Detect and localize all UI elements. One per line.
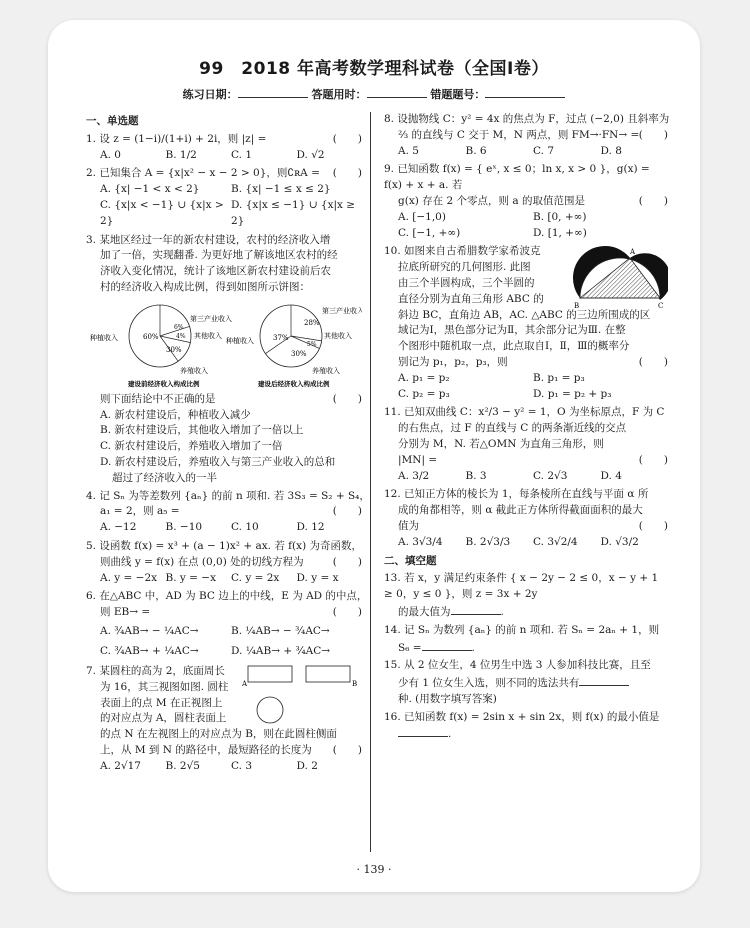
pie-before	[90, 305, 232, 388]
q10-option-b: B. p₁ = p₃	[533, 371, 585, 384]
question-13	[384, 571, 668, 620]
q10-label-c: C	[658, 302, 664, 311]
section-heading-single-choice: 一、单选题	[86, 115, 139, 127]
q16-end: .	[448, 728, 452, 741]
q14-line-2: S₆ =	[398, 641, 422, 654]
question-1	[86, 132, 362, 164]
q7-line-2: 为 16，其三视图如图. 圆柱	[100, 680, 229, 693]
q11-line-4: |MN| =	[398, 453, 438, 466]
q13-end: .	[500, 605, 504, 618]
exam-sheet	[48, 20, 700, 892]
pie-charts	[86, 298, 362, 390]
q9-option-c: C. [−1, +∞)	[398, 226, 461, 239]
q12-option-a: A. 3√3/4	[398, 535, 443, 548]
page-number: · 139 ·	[356, 863, 392, 876]
q6-option-a: A. ¾AB→ − ¼AC→	[100, 624, 199, 637]
q10-line-4: 直径分别为直角三角形 ABC 的	[398, 292, 544, 305]
q2-option-b: B. {x| −1 ≤ x ≤ 2}	[231, 183, 331, 196]
q7-label-b: B	[352, 679, 358, 688]
q10-line-3: 由三个半圆构成，三个半圆的	[398, 276, 535, 289]
q16-line-1: 16. 已知函数 f(x) = 2sin x + sin 2x，则 f(x) 的最小值是	[384, 710, 660, 723]
q4-line-1: 4. 记 Sₙ 为等差数列 {aₙ} 的前 n 项和. 若 3S₃ = S₂ + S₄，	[86, 489, 370, 502]
q8-option-b: B. 6	[465, 144, 487, 157]
wrong-numbers-label: 错题题号：	[430, 88, 486, 101]
q13-line-2: 的最大值为	[398, 605, 451, 618]
q4-option-a: A. −12	[100, 521, 137, 534]
q10-paren: ( )	[638, 355, 668, 368]
pie-after-pct-tertiary-text: 28%	[304, 318, 320, 327]
q3-ask: 则下面结论中不正确的是	[100, 392, 216, 405]
q15-line-1: 15. 从 2 位女生，4 位男生中选 3 人参加科技比赛，且至	[384, 659, 651, 672]
q6-paren: ( )	[332, 606, 362, 619]
q6-option-d: D. ¼AB→ + ¾AC→	[231, 644, 331, 657]
question-11	[384, 405, 668, 484]
q3-choice-d: D. 新农村建设后，养殖收入与第三产业收入的总和	[100, 455, 336, 468]
q4-option-b: B. −10	[165, 521, 203, 534]
pie-before-label-breeding: 养殖收入	[180, 366, 208, 375]
record-line	[48, 86, 700, 102]
q9-option-b: B. [0, +∞)	[533, 210, 587, 223]
q14-answer-blank[interactable]	[422, 639, 472, 651]
pie-before-label-planting: 种植收入	[90, 333, 118, 342]
q15-answer-blank[interactable]	[579, 674, 629, 686]
pie-before-pct-tertiary: 6%	[174, 323, 184, 331]
column-divider	[370, 112, 371, 852]
question-3	[86, 233, 362, 487]
pie-before-label-other: 其他收入	[194, 331, 222, 340]
q7-line-3: 表面上的点 M 在正视图上	[100, 696, 223, 709]
q2-option-c: C. {x|x < −1} ∪ {x|x > 2}	[100, 198, 224, 227]
pie-after-pct-planting: 37%	[273, 333, 289, 342]
q8-option-d: D. 8	[600, 144, 622, 157]
q10-label-a: A	[630, 248, 636, 257]
q9-option-a: A. [−1,0)	[398, 210, 446, 223]
q1-option-c: C. 1	[231, 148, 253, 161]
practice-date-label: 练习日期：	[182, 88, 238, 101]
q1-paren: ( )	[332, 132, 362, 145]
q5-option-c: C. y = 2x	[231, 571, 280, 584]
question-8	[384, 112, 668, 159]
q8-paren: ( )	[638, 128, 668, 141]
pie-after-label-breeding: 养殖收入	[312, 366, 340, 375]
q4-option-c: C. 10	[231, 521, 259, 534]
q10-line-7: 个图形中随机取一点，此点取自Ⅰ，Ⅱ，Ⅲ的概率分	[398, 340, 630, 353]
q12-option-d: D. √3/2	[600, 535, 639, 548]
q10-label-b: B	[574, 302, 580, 311]
q15-line-3: 种. (用数字填写答案)	[398, 692, 497, 705]
q4-paren: ( )	[332, 505, 362, 518]
q2-option-d: D. {x|x ≤ −1} ∪ {x|x ≥ 2}	[231, 198, 356, 227]
q11-line-1: 11. 已知双曲线 C：x²/3 − y² = 1，O 为坐标原点，F 为 C	[384, 406, 665, 419]
q1-option-a: A. 0	[100, 148, 121, 161]
q7-line-1: 7. 某圆柱的高为 2，底面周长	[86, 664, 225, 677]
q10-option-c: C. p₂ = p₃	[398, 387, 450, 400]
pie-after-pct-other: 5%	[307, 340, 317, 348]
q5-line-1: 5. 设函数 f(x) = x³ + (a − 1)x² + ax. 若 f(x) 为奇函数，	[86, 539, 363, 552]
q6-line-2: 则 EB→ =	[100, 606, 151, 619]
q11-option-b: B. 3	[465, 469, 487, 482]
q3-paren: ( )	[332, 392, 362, 405]
q3-choice-d-cont: 超过了经济收入的一半	[112, 471, 217, 484]
q2-option-a: A. {x| −1 < x < 2}	[100, 183, 200, 196]
q5-option-d: D. y = x	[296, 571, 339, 584]
q11-line-2: 的右焦点，过 F 的直线与 C 的两条渐近线的交点	[398, 422, 627, 435]
question-14	[384, 623, 668, 657]
q3-line-2: 加了一倍，实现翻番. 为更好地了解该地区农村的经	[100, 249, 338, 262]
pie-before-label-tertiary: 第三产业收入	[190, 314, 232, 323]
pie-after-label-other: 其他收入	[324, 331, 352, 340]
pie-before-pct-planting: 60%	[143, 332, 159, 341]
q1-option-b: B. 1/2	[165, 148, 197, 161]
q7-option-d: D. 2	[296, 759, 318, 772]
q3-line-1: 3. 某地区经过一年的新农村建设，农村的经济收入增	[86, 233, 331, 246]
q8-option-c: C. 7	[533, 144, 555, 157]
q12-option-c: C. 3√2/4	[533, 535, 578, 548]
question-4	[86, 489, 370, 536]
q13-line-1: 13. 若 x，y 满足约束条件 { x − 2y − 2 ≤ 0，x − y + 1 ≥ 0，y ≤ 0 }，则 z = 3x + 2y	[384, 572, 659, 601]
q11-paren: ( )	[638, 453, 668, 466]
q14-line-1: 14. 记 Sₙ 为数列 {aₙ} 的前 n 项和. 若 Sₙ = 2aₙ + 1，则	[384, 623, 660, 636]
q10-line-1: 10. 如图来自古希腊数学家希波克	[384, 245, 541, 258]
left-column	[86, 112, 370, 778]
q7-option-a: A. 2√17	[100, 759, 141, 772]
question-15	[384, 658, 668, 707]
section-heading-fill-in: 二、填空题	[384, 554, 437, 567]
question-6	[86, 589, 368, 661]
q9-line-2: g(x) 存在 2 个零点，则 a 的取值范围是	[398, 194, 585, 207]
q13-answer-blank[interactable]	[451, 603, 501, 615]
q4-line-2: a₁ = 2，则 a₅ =	[100, 505, 180, 518]
pie-before-pct-breeding: 30%	[166, 345, 182, 354]
q10-line-6: 域记为Ⅰ，黑色部分记为Ⅱ，其余部分记为Ⅲ. 在整	[398, 324, 626, 337]
q4-option-d: D. 12	[296, 521, 325, 534]
q14-end: .	[471, 641, 475, 654]
q2-paren: ( )	[332, 167, 362, 180]
question-12	[384, 487, 668, 550]
q6-option-b: B. ¼AB→ − ¾AC→	[231, 624, 330, 637]
q7-paren: ( )	[332, 743, 362, 756]
wrong-numbers-blank[interactable]	[485, 86, 565, 98]
question-9	[384, 162, 668, 241]
q10-line-2: 拉底所研究的几何图形. 此图	[398, 261, 531, 274]
q9-paren: ( )	[638, 194, 668, 207]
right-column	[384, 112, 668, 745]
q3-choice-c: C. 新农村建设后，养殖收入增加了一倍	[100, 440, 283, 453]
q11-line-3: 分别为 M，N. 若△OMN 为直角三角形，则	[398, 437, 604, 450]
q6-option-c: C. ¾AB→ + ¼AC→	[100, 644, 199, 657]
time-used-label: 答题用时：	[311, 88, 367, 101]
q11-option-a: A. 3/2	[398, 469, 430, 482]
pie-after	[226, 305, 362, 388]
q7-option-c: C. 3	[231, 759, 253, 772]
question-10	[384, 244, 668, 402]
pie-after-label-tertiary: 第三产业收入	[322, 306, 362, 315]
pie-before-pct-other: 4%	[176, 332, 186, 340]
q10-option-d: D. p₁ = p₂ + p₃	[533, 387, 612, 400]
pie-after-caption: 建设后经济收入构成比例	[258, 379, 330, 388]
q8-line-1: 8. 设抛物线 C：y² = 4x 的焦点为 F，过点 (−2,0) 且斜率为	[384, 113, 670, 125]
q3-choice-b: B. 新农村建设后，其他收入增加了一倍以上	[100, 424, 304, 437]
page-title: 99 2018 年高考数学理科试卷（全国Ⅰ卷）	[199, 59, 549, 79]
q9-option-d: D. [1, +∞)	[533, 226, 587, 239]
q5-option-a: A. y = −2x	[100, 571, 158, 584]
q7-line-6: 上，从 M 到 N 的路径中，最短路径的长度为	[100, 743, 312, 756]
question-5	[86, 539, 362, 586]
question-7	[86, 664, 362, 775]
q1-option-d: D. √2	[296, 148, 325, 161]
pie-figure	[86, 298, 362, 390]
q1-stem: 1. 设 z = (1−i)/(1+i) + 2i，则 |z| =	[86, 132, 267, 145]
q5-option-b: B. y = −x	[165, 571, 217, 584]
question-16	[384, 710, 668, 744]
q7-option-b: B. 2√5	[165, 759, 200, 772]
q3-line-3: 济收入变化情况，统计了该地区新农村建设前后农	[100, 265, 331, 278]
q7-label-a: A	[242, 679, 248, 688]
q10-option-a: A. p₁ = p₂	[398, 371, 450, 384]
q12-paren: ( )	[638, 519, 668, 532]
q12-option-b: B. 2√3/3	[465, 535, 511, 548]
pie-after-label-planting: 种植收入	[226, 336, 254, 345]
time-used-blank[interactable]	[367, 86, 427, 98]
q10-line-5: 斜边 BC，直角边 AB，AC. △ABC 的三边所围成的区	[398, 308, 651, 321]
q16-answer-blank[interactable]	[398, 725, 448, 737]
q5-line-2: 则曲线 y = f(x) 在点 (0,0) 处的切线方程为	[100, 555, 304, 568]
q12-line-3: 值为	[398, 519, 419, 532]
q12-line-1: 12. 已知正方体的棱长为 1，每条棱所在直线与平面 α 所	[384, 488, 649, 501]
q8-line-2: ⅔ 的直线与 C 交于 M，N 两点，则 FM→·FN→ =	[398, 128, 640, 141]
q11-option-d: D. 4	[600, 469, 622, 482]
q7-line-4: 的对应点为 A，圆柱表面上	[100, 712, 227, 725]
pie-after-pct-breeding: 30%	[291, 349, 307, 358]
practice-date-blank[interactable]	[238, 86, 308, 98]
q9-line-1: 9. 已知函数 f(x) = { eˣ, x ≤ 0；ln x, x > 0 }，g(x) = f(x) + x + a. 若	[384, 163, 650, 192]
q15-line-2: 少有 1 位女生入选，则不同的选法共有	[398, 677, 580, 690]
q3-line-4: 村的经济收入构成比例，得到如图所示饼图：	[100, 280, 310, 293]
q2-stem: 2. 已知集合 A = {x|x² − x − 2 > 0}，则∁ʀA =	[86, 167, 320, 180]
q11-option-c: C. 2√3	[533, 469, 568, 482]
q7-line-5: 的点 N 在左视图上的对应点为 B，则在此圆柱侧面	[100, 728, 337, 741]
q10-line-8: 别记为 p₁，p₂，p₃，则	[398, 355, 508, 368]
q3-choice-a: A. 新农村建设后，种植收入减少	[100, 408, 251, 421]
q8-option-a: A. 5	[398, 144, 419, 157]
q12-line-2: 成的角都相等，则 α 截此正方体所得截面面积的最大	[398, 504, 643, 517]
q5-paren: ( )	[332, 555, 362, 568]
pie-before-caption: 建设前经济收入构成比例	[128, 379, 200, 388]
q6-line-1: 6. 在△ABC 中，AD 为 BC 边上的中线，E 为 AD 的中点，	[86, 590, 368, 603]
question-2	[86, 166, 362, 229]
